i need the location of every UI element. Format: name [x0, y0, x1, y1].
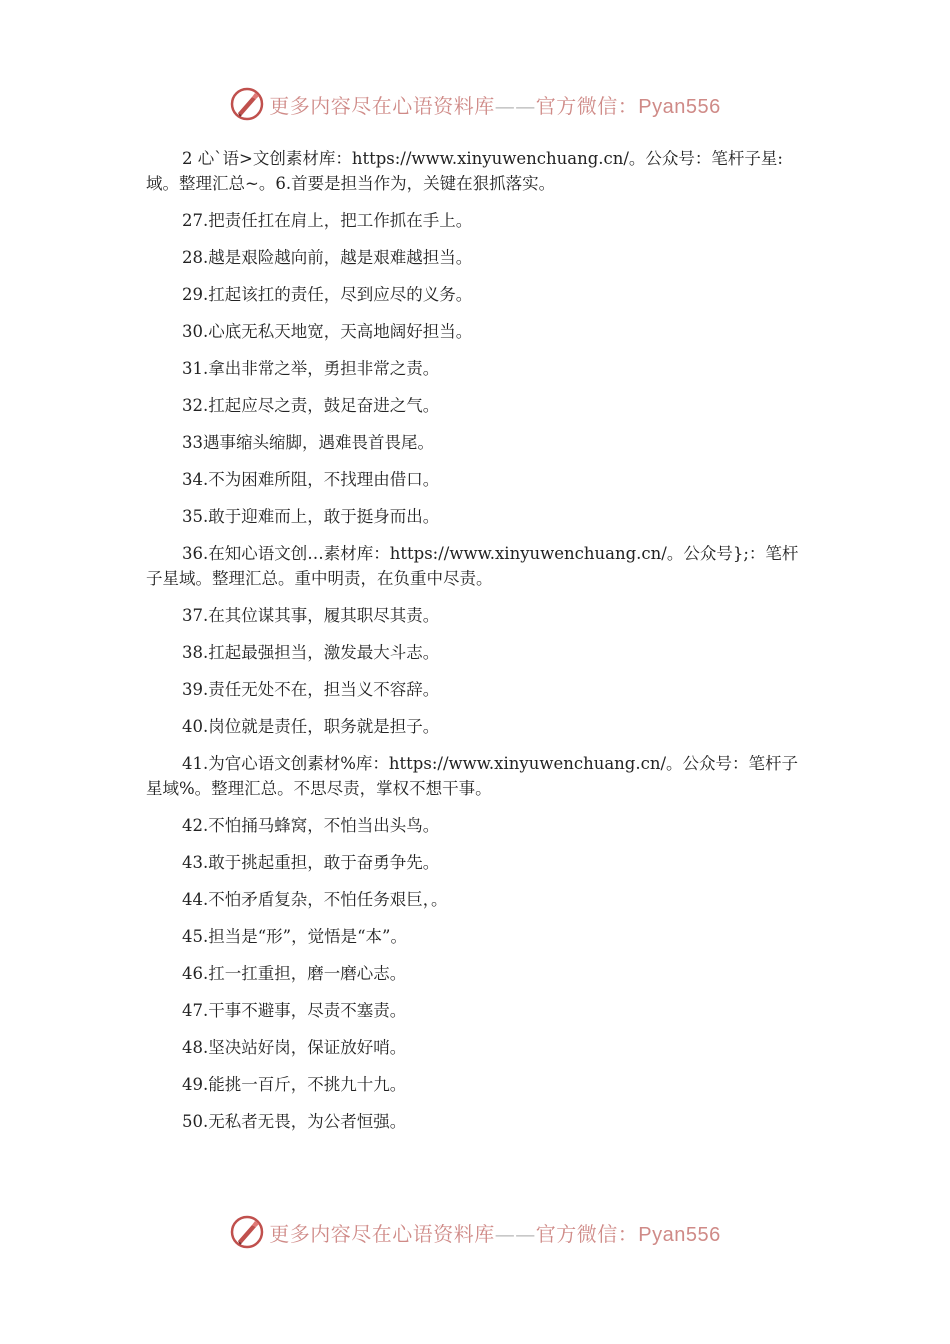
footer-banner-title: 更多内容尽在心语资料库 — [269, 1221, 495, 1246]
paragraph: 32.扛起应尽之责，鼓足奋进之气。 — [182, 396, 440, 415]
paragraph: 27.把责任扛在肩上，把工作抓在手上。 — [182, 211, 473, 230]
paragraph: 36.在知心语文创…素材库：https://www.xinyuwenchuang.cn/。公众号};：笔杆子星域。整理汇总。重中明责，在负重中尽责。 — [146, 544, 799, 588]
paragraph: 49.能挑一百斤，不挑九十九。 — [182, 1075, 407, 1094]
paragraph: 50.无私者无畏，为公者恒强。 — [182, 1112, 407, 1131]
footer-banner-wechat-label: 官方微信： — [535, 1221, 639, 1246]
paragraph: 38.扛起最强担当，激发最大斗志。 — [182, 643, 440, 662]
header-banner-separator: —— — [494, 93, 536, 118]
paragraph: 42.不怕捅马蜂窝，不怕当出头鸟。 — [182, 816, 440, 835]
footer-banner-text — [269, 1218, 720, 1247]
paragraph: 40.岗位就是责任，职务就是担子。 — [182, 717, 440, 736]
paragraph: 33遇事缩头缩脚，遇难畏首畏尾。 — [182, 433, 434, 452]
paragraph: 47.干事不避事，尽责不塞责。 — [182, 1001, 407, 1020]
paragraph: 39.责任无处不在，担当义不容辞。 — [182, 680, 440, 699]
paragraph: 48.坚决站好岗，保证放好哨。 — [182, 1038, 407, 1057]
document-body — [146, 146, 810, 1146]
footer-banner-separator: —— — [494, 1221, 536, 1246]
header-banner-title: 更多内容尽在心语资料库 — [269, 93, 495, 118]
paragraph: 37.在其位谋其事，履其职尽其责。 — [182, 606, 440, 625]
footer-banner-wechat-id: Pyan556 — [638, 1223, 721, 1246]
paragraph: 35.敢于迎难而上，敢于挺身而出。 — [182, 507, 440, 526]
paragraph: 43.敢于挑起重担，敢于奋勇争先。 — [182, 853, 440, 872]
header-banner-wechat-id: Pyan556 — [638, 95, 721, 118]
paragraph: 31.拿出非常之举，勇担非常之责。 — [182, 359, 440, 378]
paragraph: 30.心底无私天地宽，天高地阔好担当。 — [182, 322, 473, 341]
paragraph: 45.担当是“形”，觉悟是“本”。 — [182, 927, 407, 946]
paragraph: 44.不怕矛盾复杂，不怕任务艰巨，。 — [182, 890, 448, 909]
paragraph: 28.越是艰险越向前，越是艰难越担当。 — [182, 248, 473, 267]
header-banner — [0, 84, 950, 124]
paragraph: 34.不为困难所阻，不找理由借口。 — [182, 470, 440, 489]
pen-logo-icon — [229, 86, 265, 122]
paragraph: 41.为官心语文创素材%库：https://www.xinyuwenchuang.cn/。公众号：笔杆子星域%。整理汇总。不思尽责，掌权不想干事。 — [146, 754, 799, 798]
paragraph: 2 心`语>文创素材库：https://www.xinyuwenchuang.cn/。公众号：笔杆子星:域。整理汇总~。6.首要是担当作为，关键在狠抓落实。 — [146, 149, 783, 193]
header-banner-wechat-label: 官方微信： — [535, 93, 639, 118]
pen-logo-icon — [229, 1214, 265, 1250]
paragraph: 46.扛一扛重担，磨一磨心志。 — [182, 964, 407, 983]
paragraph: 29.扛起该扛的责任，尽到应尽的义务。 — [182, 285, 473, 304]
header-banner-text — [269, 90, 720, 119]
footer-banner — [0, 1212, 950, 1252]
